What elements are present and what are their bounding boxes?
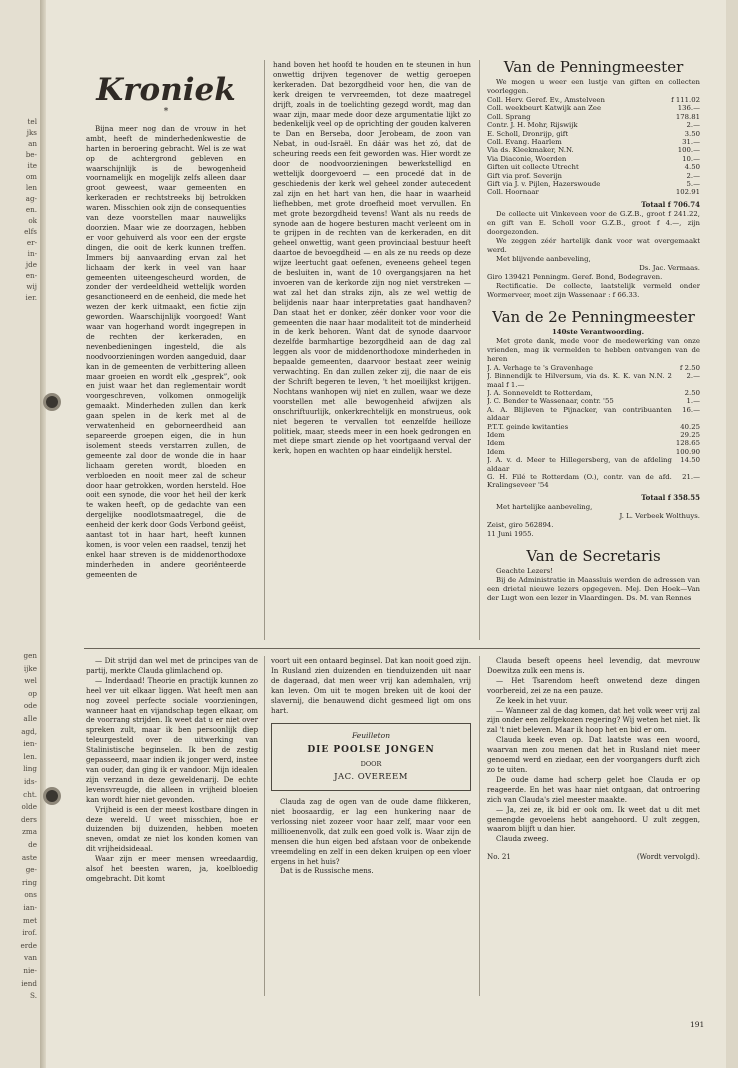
- story-paragraph: Clauda keek even op. Dat laatste was een woord, waarvan men zou menen dat het in Rusland niet meer genoemd werd en ziedaar, een der voorgangers durft zich zo te uiten.: [487, 735, 700, 774]
- adjacent-page-fragment: an: [28, 139, 37, 148]
- story-paragraph: — Ja, zei ze, ik bid er ook om. Ik weet dat u dit met gemengde gevoelens hebt aangehoord. U zult zeggen, waarom blijft u dan hier.: [487, 804, 700, 834]
- adjacent-page-fragment: van: [24, 953, 37, 963]
- continued-note: (Wordt vervolgd).: [636, 852, 700, 862]
- item-label: Contr. J. H. Mohr, Rijswijk: [487, 121, 578, 130]
- adjacent-page-edge: [0, 0, 41, 1068]
- adjacent-page-fragment: be-: [25, 150, 37, 159]
- penningmeester-note: We zeggen zéér hartelijk dank voor wat overgemaakt werd.: [487, 236, 700, 254]
- feuilleton-by: DOOR: [360, 760, 382, 769]
- penningmeester2-subtitle: 140ste Verantwoording.: [551, 327, 645, 336]
- item-label: A. A. Blijleven te Pijnacker, van contribuanten aldaar: [487, 405, 672, 423]
- adjacent-page-fragment: zma: [22, 827, 37, 837]
- column-divider: [264, 60, 265, 640]
- feuilleton-label: Feuilleton: [351, 731, 391, 741]
- section-divider: [84, 648, 700, 649]
- list-item: [487, 180, 700, 188]
- item-amount: 2.—: [686, 121, 700, 130]
- binding-hole: [46, 396, 58, 408]
- adjacent-page-fragment: len.: [23, 751, 37, 761]
- adjacent-page-fragment: ier.: [25, 293, 37, 302]
- kroniek-title: Kroniek: [96, 72, 236, 108]
- list-item: [487, 372, 700, 389]
- item-amount: 136.—: [677, 104, 700, 113]
- item-label: Idem: [487, 431, 505, 440]
- story-paragraph: — Inderdaad! Theorie en practijk kunnen zo heel ver uit elkaar liggen. Wat heeft men aan nog zoveel perfecte sociale voorzieningen, wanneer haat en vijandschap tegen elkaar, om de voorrang strijden. Ik weet dat u er niet over spreken zult, maar ik ben persoonlijk diep teleurgesteld over de uitwerking van Stalinistische beginselen. Ik ben de zestig gepasseerd, maar indien ik jonger werd, instee van ouder, dan ging ik er vandoor. Mijn idealen zijn verzand in deze geweldenarij. De echte levensvreugde, die alleen in vrijheid bloeien kan wordt hier niet gevonden.: [86, 675, 258, 804]
- adjacent-page-fragment: nie-: [23, 966, 37, 975]
- story-column-2: [271, 656, 471, 996]
- penningmeester2-place: Zeist, giro 562894.: [487, 520, 554, 529]
- item-label: Idem: [487, 447, 505, 456]
- list-item: [487, 364, 700, 372]
- item-amount: 3.50: [684, 129, 700, 138]
- item-label: Gift via prof. Severijn: [487, 171, 562, 180]
- penningmeester-list: [487, 96, 700, 197]
- list-item: [487, 155, 700, 163]
- kroniek-column-1: [86, 72, 246, 642]
- adjacent-page-fragment: gen: [23, 651, 37, 660]
- penningmeester-note: De collecte uit Vinkeveen voor de G.Z.B., groot f 241.22, en gift van E. Scholl voor G.Z.B., groot f 4.—, zijn doorgezonden.: [487, 209, 700, 236]
- item-amount: 31.—: [682, 138, 700, 147]
- adjacent-page-fragment: met: [23, 915, 37, 925]
- item-amount: 14.50: [680, 456, 700, 465]
- adjacent-page-fragment: agd,: [21, 726, 37, 736]
- item-amount: 102.91: [675, 188, 700, 197]
- page-number: 191: [690, 1020, 705, 1029]
- list-item: [487, 406, 700, 423]
- story-paragraph: Ze keek in het vuur.: [496, 695, 568, 705]
- list-item: [487, 188, 700, 196]
- notices-column: [487, 58, 700, 644]
- penningmeester-signature: Ds. Jac. Vermaas.: [639, 263, 700, 272]
- kroniek-paragraph: Bijna meer nog dan de vrouw in het ambt, heeft de minderhedenkwestie de harten in beroering gebracht. Wel is ze wat op de achtergrond gebleven en waarschijnlijk is de bewogenheid voornamelijk en mogelijk zelfs alleen daar groot geweest, waar gemeenten en kerkeraden er rechtstreeks bij betrokken waren. Misschien ook zijn de consequenties van deze voorstellen maar nauwelijks doorzien. Maar wie ze doorzagen, hebben er voor gehuiverd als voor een der ergste dingen, die ooit de kerk kunnen treffen. Immers bij aanvaarding ervan zal het lichaam der kerk in veel van haar gemeenten uiteengescheurd worden, de zonder der verdeeldheid wettelijk worden gesanctioneerd en de eenheid, die mede het wezen der kerk uitmaakt, een fictie zijn geworden. Waarschijnlijk voorgoed! Want waar van hogerhand wordt ingegrepen in de rechten der kerkeraden, en nevenbedieningen ingesteld, die als noodvoorzieningen worden aangeduid, daar kan in de gemeenten de verbittering alleen maar groeien en wordt elk „gesprek”, ook en juist waar het dan reglementair wordt voorgeschreven, volkomen onmogelijk gemaakt. Minderheden zullen dan kerk gaan spelen in de kerk met al de verwatenheid en geborneerdheid aan separeerde groepen eigen, die in hun isolement steeds verstarren zullen, de gemeente zal door de wonde die in haar lichaam gereten wordt, bloeden en verbloeden en nooit meer zal de scheur door haar getrokken, worden hersteld. Hoe ooit een synode, die voor het heil der kerk te waken heeft, op de gedachte van een dergelijke noodlotsmaatregel, die de eenheid der kerk door Gods Verbond geëist, aantast tot in haar hart, heeft kunnen komen, is voor velen een raadsel, tenzij het enkel haar streven is de middenorthodoxe minderheden in andere georiënteerde gemeenten de: [86, 123, 246, 579]
- list-item: [487, 130, 700, 138]
- item-amount: 5.—: [686, 180, 700, 189]
- list-item: [487, 397, 700, 405]
- adjacent-page-fragment: aste: [21, 852, 37, 862]
- secretaris-title: Van de Secretaris: [526, 546, 661, 565]
- feuilleton-box: [271, 723, 471, 791]
- adjacent-page-fragment: op: [28, 688, 37, 698]
- item-label: Giften uit collecte Utrecht: [487, 163, 579, 172]
- feuilleton-title: DIE POOLSE JONGEN: [307, 745, 435, 756]
- item-amount: 4.50: [684, 163, 700, 172]
- item-label: E. Scholl, Dronrijp, gift: [487, 129, 569, 138]
- adjacent-page-fragment: er-: [26, 238, 37, 247]
- story-paragraph: — Wanneer zal de dag komen, dat het volk weer vrij zal zijn onder een zelfgekozen regering? Wij weten het niet. Ik zal 't niet beleven. Maar ik hoop het en bid er om.: [487, 705, 700, 735]
- list-item: [487, 121, 700, 129]
- story-paragraph: Clauda zweeg.: [496, 834, 549, 844]
- item-label: J. A. v. d. Meer te Hillegersberg, van de afdeling aldaar: [487, 456, 672, 473]
- story-column-3: [487, 656, 700, 996]
- list-item: [487, 473, 700, 490]
- adjacent-page-fragment: en.: [25, 205, 37, 214]
- story-paragraph: voort uit een ontaard beginsel. Dat kan nooit goed zijn. In Rusland zien duizenden en tienduizenden uit naar de dageraad, dat men weer vrij kan ademhalen, vrij kan leven. Om uit te mogen breken uit de kooi der slavernij, die benauwend dicht gesmeed ligt om ons hart.: [271, 656, 471, 715]
- adjacent-page-fragment: ite: [27, 161, 37, 170]
- column-divider: [479, 656, 480, 996]
- list-item: [487, 423, 700, 431]
- adjacent-page-fragment: ring: [22, 877, 37, 887]
- story-paragraph: Waar zijn er meer mensen wreedaardig, alsof het beesten waren, ja, koelbloedig omgebracht. Dit komt: [86, 854, 258, 883]
- item-amount: 2.—: [686, 372, 700, 381]
- adjacent-page-fragment: ode: [23, 701, 37, 711]
- penningmeester2-total: Totaal f 358.55: [641, 492, 700, 502]
- item-label: Gift via J. v. Pijlen, Hazerswoude: [487, 180, 601, 189]
- list-item: [487, 439, 700, 447]
- adjacent-page-fragment: ien-: [23, 739, 37, 749]
- item-amount: 128.65: [675, 439, 700, 448]
- penningmeester2-title: Van de 2e Penningmeester: [492, 307, 695, 326]
- issue-number: No. 21: [487, 852, 511, 862]
- adjacent-page-fragment: ge-: [25, 865, 37, 875]
- story-paragraph: — Het Tsarendom heeft onwetend deze dingen voorbereid, zei ze na een pauze.: [487, 675, 700, 695]
- item-amount: 178.81: [675, 112, 700, 121]
- adjacent-page-fragment: iend: [21, 978, 37, 988]
- adjacent-page-fragment: wij: [26, 282, 37, 291]
- adjacent-page-fragment: jks: [26, 128, 37, 137]
- adjacent-page-fragment: cht.: [23, 789, 37, 799]
- adjacent-page-fragment: wel: [24, 676, 37, 686]
- item-amount: 40.25: [680, 422, 700, 431]
- story-paragraph: Dat is de Russische mens.: [280, 866, 374, 876]
- penningmeester2-closing: Met hartelijke aanbeveling,: [496, 502, 593, 511]
- list-item: [487, 96, 700, 104]
- story-paragraph: Clauda zag de ogen van de oude dame flikkeren, niet boosaardig, er lag een hunkering naar de verlossing niet zozeer voor haar zelf, maar voor een millioenenvolk, dat zulk een goed volk is. Waar zijn de mensen die hun eigen bed afstaan voor de onbekende vreemdeling en zelf in een deken kruipen op een vloer ergens in het huis?: [271, 797, 471, 866]
- item-amount: f 2.50: [679, 363, 700, 372]
- item-amount: f 111.02: [671, 96, 700, 104]
- adjacent-page-fragment: ijke: [23, 663, 37, 673]
- item-amount: 1.—: [686, 397, 700, 406]
- item-amount: 10.—: [682, 154, 700, 163]
- adjacent-page-fragment: ok: [28, 216, 37, 225]
- adjacent-page-fragment: olde: [21, 802, 37, 812]
- kroniek-column-2: [273, 60, 471, 640]
- item-amount: 2.50: [684, 389, 700, 397]
- penningmeester-intro: We mogen u weer een lustje van giften en collecten voorleggen.: [487, 78, 700, 95]
- adjacent-page-fragment: ag-: [25, 194, 37, 203]
- item-label: P.T.T. geinde kwitanties: [487, 422, 569, 431]
- adjacent-page-fragment: en-: [25, 271, 37, 280]
- item-label: J. A. Verhage te 's Gravenhage: [487, 363, 593, 372]
- binding-hole: [46, 790, 58, 802]
- item-label: Via Diaconie, Woerden: [487, 154, 567, 163]
- item-label: G. H. Filé te Rotterdam (O.), contr. van de afd. Kralingseveer '54: [487, 473, 672, 490]
- item-label: Via ds. Kleekmaker, N.N.: [487, 146, 574, 155]
- story-column-1: [86, 656, 258, 996]
- adjacent-page-fragment: tel: [27, 117, 37, 126]
- penningmeester-total: Totaal f 706.74: [641, 199, 700, 209]
- penningmeester2-list: [487, 364, 700, 490]
- list-item: [487, 172, 700, 180]
- adjacent-page-fragment: irof.: [22, 928, 37, 938]
- kroniek-paragraph: hand boven het hoofd te houden en te steunen in hun onwettig drijven tegenover de wettig geroepen kerkeraden. Dat bezorgdheid voor hen, die van de kerk dreigen te vervreemden, tot deze maatregel drijft, zoals in de toelichting gezegd wordt, mag dan waar zijn, maar mede door deze argumentatie lijkt zo bedenkelijk veel op de oprichting der gouden kalveren te Dan en Berseba, door Jerobeam, de zoon van Nebat, in oud-Israël. En dáár was het zó, dat de scheuring reeds een feit geworden was. Hier wordt ze door de noodvoorzieningen bewerkstelligd en wettelijk doorgevoerd — een procedé dat in de geschiedenis der kerk wel geheel zonder autecedent zal zijn en het hart van hen, die haar in waarheid liefhebben, met grote droefheid moet vervullen. En met grote bezorgdheid tevens! Want als nu reeds de synode aan de hogere besturen macht verleent om in te grijpen in de rechten van de kerkeraden, en dit geheel onwettig, want geen provinciaal bestuur heeft daartoe de bevoegdheid — en als ze nu reeds op deze wijze leertucht gaat oefenen, eveneens geheel tegen de besluiten in, want de 10 overgangsjaren na het invoeren van de kerkorde zijn nog niet verstreken — wat zal het dan straks zijn, als ze wel wettig de belijdenis naar haar interpretaties gaat handhaven? Dan staat het er donker, zéér donker voor voor die gemeenten die naar haar modaliteit tot de minderheid in de kerk behoren. Want dat de synode daarvoor dezelfde barmhartige bezorgdheid aan de dag zal leggen als voor de middenorthodoxe minderheden in bepaalde gemeenten, daarvoor bestaat zeer weinig verwachting. En dan zullen zeker zij, die naar de eis der Schrift begeren te leven, 't het moeilijkst krijgen. Nochtans wanhopen wij niet en zullen, waar we deze voorstellen met alle bewogenheid afwijzen als onschriftuurlijk, onkerkrechtelijk en monstrueus, ook niet begeren te vervallen tot eenzelfde heilloze politiek, maar, steeds meer in een hoek gedrongen en met diepe smart ziende op het voortgaand verval der kerk, hopen en wachten op haar eindelijk herstel.: [273, 60, 471, 456]
- list-item: [487, 163, 700, 171]
- adjacent-page-fragment: jde: [25, 260, 37, 269]
- penningmeester2-date: 11 Juni 1955.: [487, 529, 534, 538]
- list-item: [487, 146, 700, 154]
- adjacent-page-fragment: len: [25, 183, 37, 192]
- item-label: Coll. Sprang: [487, 112, 531, 121]
- adjacent-page-fragment: in-: [27, 249, 37, 258]
- penningmeester2-signature: J. L. Verbeek Wolthuys.: [619, 511, 700, 520]
- story-paragraph: — Dit strijd dan wel met de principes van de partij, merkte Clauda glimlachend op.: [86, 656, 258, 675]
- item-label: J. C. Bender te Wassenaar, contr. '55: [487, 397, 614, 406]
- story-paragraph: Clauda beseft opeens heel levendig, dat mevrouw Doewitza zulk een mens is.: [487, 656, 700, 675]
- secretaris-text: Bij de Administratie in Maassluis werden de adressen van een drietal nieuwe lezers opgegeven. Mej. Den Hoek—Van der Lugt won een lezer in Vlaardingen. Ds. M. van Rennes: [487, 575, 700, 602]
- story-footer: [487, 852, 700, 862]
- adjacent-page-fragment: ders: [21, 814, 37, 824]
- list-item: [487, 138, 700, 146]
- adjacent-page-fragment: elfs: [24, 227, 37, 236]
- item-label: Idem: [487, 439, 505, 448]
- adjacent-page-fragment: ids-: [23, 777, 37, 786]
- column-divider: [479, 60, 480, 640]
- list-item: [487, 113, 700, 121]
- item-label: Coll. Herv. Geref. Ev., Amstelveen: [487, 96, 605, 104]
- item-amount: 2.—: [686, 171, 700, 180]
- item-amount: 29.25: [680, 431, 700, 440]
- penningmeester-note: Met blijvende aanbeveling,: [496, 254, 591, 263]
- list-item: [487, 104, 700, 112]
- adjacent-page-fragment: de: [28, 840, 37, 849]
- item-amount: 16.—: [682, 405, 700, 414]
- penningmeester-giro: Giro 139421 Penningm. Geref. Bond, Bodegraven.: [487, 272, 663, 281]
- list-item: [487, 456, 700, 473]
- adjacent-page-fragment: erde: [20, 940, 37, 950]
- item-label: J. Binnendijk te Hilversum, via ds. K. K. van N.N. 2 maal f 1.—: [487, 372, 672, 389]
- adjacent-page-fragment: S.: [30, 991, 37, 1001]
- story-paragraph: Vrijheid is een der meest kostbare dingen in deze wereld. U weet misschien, hoe er duizenden bij duizenden, hebben moeten sneven, omdat ze niet los konden komen van dit vrijheidsideaal.: [86, 804, 258, 854]
- story-paragraph: De oude dame had scherp gelet hoe Clauda er op reageerde. En het was haar niet ontgaan, dat ontroering zich van Clauda's ziel meester maakte.: [487, 774, 700, 804]
- secretaris-greeting: Geachte Lezers!: [496, 566, 553, 575]
- list-item: [487, 431, 700, 439]
- adjacent-page-fragment: ian-: [23, 903, 37, 912]
- item-label: Coll. Hoornaar: [487, 188, 539, 197]
- feuilleton-author: JAC. OVEREEM: [334, 772, 408, 783]
- item-amount: 21.—: [682, 473, 700, 482]
- item-label: Coll. weekbeurt Katwijk aan Zee: [487, 104, 602, 113]
- penningmeester-rectificatie: Rectificatie. De collecte, laatstelijk vermeld onder Wormerveer, moet zijn Wassenaar : f 66.33.: [487, 281, 700, 299]
- penningmeester2-intro: Met grote dank, mede voor de medewerking van onze vrienden, mag ik vermelden te hebben ontvangen van de heren: [487, 336, 700, 363]
- list-item: [487, 389, 700, 397]
- adjacent-page-fragment: ons: [24, 890, 37, 900]
- column-divider: [264, 656, 265, 996]
- item-label: J. A. Sonneveldt te Rotterdam,: [487, 389, 593, 397]
- item-amount: 100.—: [677, 146, 700, 155]
- item-label: Coll. Evang. Haarlem: [487, 138, 562, 147]
- list-item: [487, 448, 700, 456]
- penningmeester-title: Van de Penningmeester: [503, 58, 684, 76]
- item-amount: 100.90: [675, 447, 700, 456]
- adjacent-page-fragment: aIle: [23, 714, 37, 723]
- adjacent-page-fragment: om: [25, 172, 37, 181]
- adjacent-page-fragment: ling: [23, 764, 37, 774]
- ornament-star: *: [163, 107, 169, 117]
